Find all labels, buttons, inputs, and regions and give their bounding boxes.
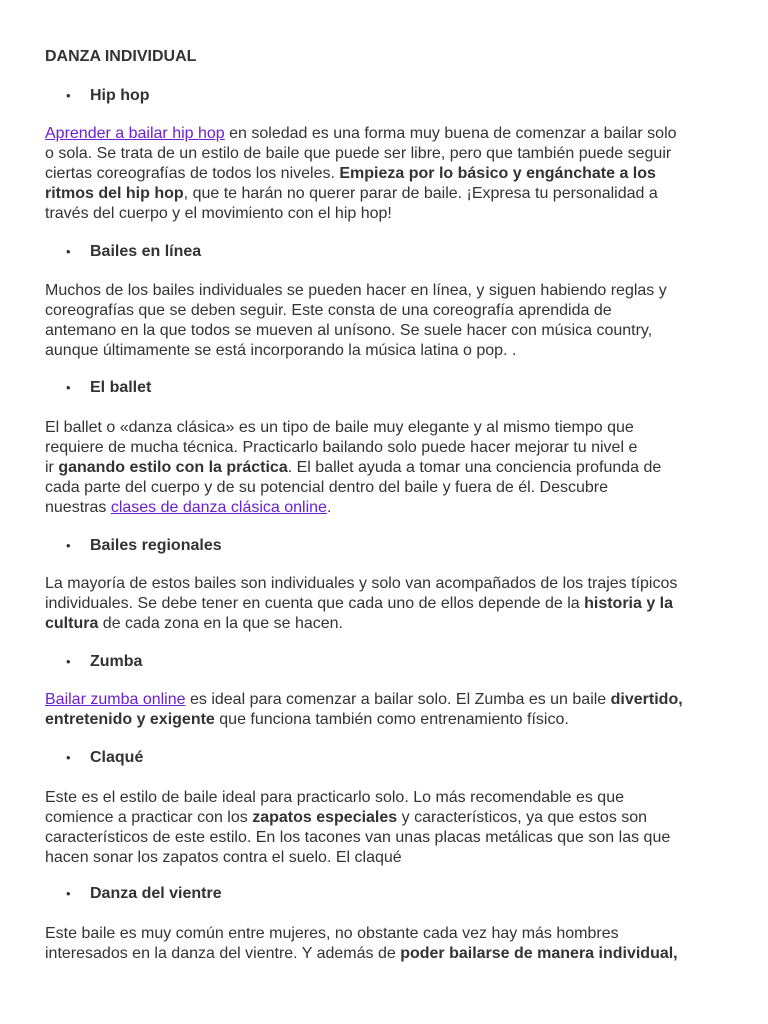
paragraph-line <box>45 944 735 964</box>
bold-text: historia y la <box>584 595 674 612</box>
text-run: o sola. Se trata de un estilo de baile que puede ser libre, pero que también puede seguir <box>45 145 672 162</box>
paragraph-line <box>45 498 735 518</box>
paragraph-claque <box>45 788 735 868</box>
text-run: y característicos, ya que estos son <box>397 809 648 826</box>
paragraph-line <box>45 124 735 144</box>
paragraph-line <box>45 321 735 341</box>
page-title: DANZA INDIVIDUAL <box>45 48 197 65</box>
paragraph-line <box>45 164 735 184</box>
text-run: cada parte del cuerpo y de su potencial dentro del baile y fuera de él. Descubre <box>45 479 609 496</box>
section-heading-text: Hip hop <box>90 87 150 104</box>
text-run: ciertas coreografías de todos los niveles. <box>45 165 340 182</box>
paragraph-line <box>45 301 735 321</box>
bold-text: ritmos del hip hop <box>45 185 184 202</box>
bullet-icon: • <box>66 88 71 103</box>
text-run: individuales. Se debe tener en cuenta que cada uno de ellos depende de la <box>45 595 585 612</box>
paragraph-line <box>45 184 735 204</box>
text-run: Este es el estilo de baile ideal para practicarlo solo. Lo más recomendable es que <box>45 789 624 806</box>
text-run: nuestras <box>45 499 111 516</box>
text-run: . El ballet ayuda a tomar una conciencia profunda de <box>287 459 662 476</box>
bold-text: divertido, <box>610 691 683 708</box>
text-run: antemano en la que todos se mueven al unísono. Se suele hacer con música country, <box>45 322 653 339</box>
bold-text: cultura <box>45 615 99 632</box>
bullet-icon: • <box>66 380 71 395</box>
text-run: ir <box>45 459 59 476</box>
text-run: de cada zona en la que se hacen. <box>98 615 343 632</box>
text-run: aunque últimamente se está incorporando la música latina o pop. . <box>45 342 517 359</box>
text-run: , que te harán no querer parar de baile. ¡Expresa tu personalidad a <box>183 185 658 202</box>
link-bailar-zumba-online[interactable]: Bailar zumba online <box>45 691 186 708</box>
bold-text: poder bailarse de manera individual, <box>400 945 678 962</box>
bullet-icon: • <box>66 538 71 553</box>
paragraph-line <box>45 204 735 224</box>
text-run: través del cuerpo y el movimiento con el hip hop! <box>45 205 392 222</box>
text-run: que funciona también como entrenamiento físico. <box>214 711 569 728</box>
bullet-icon: • <box>66 750 71 765</box>
paragraph-line <box>45 848 735 868</box>
paragraph-el-ballet <box>45 418 735 518</box>
text-run: La mayoría de estos bailes son individuales y solo van acompañados de los trajes típicos <box>45 575 678 592</box>
paragraph-line <box>45 574 735 594</box>
paragraph-line <box>45 341 735 361</box>
text-run: . <box>326 499 332 516</box>
text-run: interesados en la danza del vientre. Y además de <box>45 945 401 962</box>
bullet-icon: • <box>66 654 71 669</box>
text-run: comience a practicar con los <box>45 809 253 826</box>
paragraph-line <box>45 458 735 478</box>
paragraph-line <box>45 828 735 848</box>
paragraph-danza-del-vientre <box>45 924 735 964</box>
paragraph-line <box>45 710 735 730</box>
paragraph-line <box>45 614 735 634</box>
paragraph-bailes-regionales <box>45 574 735 634</box>
text-run: El ballet o «danza clásica» es un tipo de baile muy elegante y al mismo tiempo que <box>45 419 634 436</box>
paragraph-hip-hop <box>45 124 735 224</box>
text-run: en soledad es una forma muy buena de comenzar a bailar solo <box>224 125 677 142</box>
text-run: característicos de este estilo. En los tacones van unas placas metálicas que son las que <box>45 829 671 846</box>
text-run: requiere de mucha técnica. Practicarlo bailando solo puede hacer mejorar tu nivel e <box>45 439 638 456</box>
section-heading-text: Zumba <box>90 653 143 670</box>
bullet-icon: • <box>66 244 71 259</box>
paragraph-line <box>45 808 735 828</box>
bold-text: ganando estilo con la práctica <box>58 459 288 476</box>
paragraph-line <box>45 144 735 164</box>
paragraph-bailes-en-linea <box>45 281 735 361</box>
paragraph-line <box>45 788 735 808</box>
text-run: hacen sonar los zapatos contra el suelo. El claqué <box>45 849 402 866</box>
paragraph-line <box>45 281 735 301</box>
bold-text: zapatos especiales <box>252 809 398 826</box>
link-clases-de-danza-clasica-online[interactable]: clases de danza clásica online <box>110 499 327 516</box>
bold-text: Empieza por lo básico y engánchate a los <box>339 165 656 182</box>
bold-text: entretenido y exigente <box>45 711 215 728</box>
paragraph-line <box>45 924 735 944</box>
section-heading-text: Claqué <box>90 749 144 766</box>
link-aprender-a-bailar-hip-hop[interactable]: Aprender a bailar hip hop <box>45 125 225 142</box>
section-heading-text: Bailes en línea <box>90 243 202 260</box>
bullet-icon: • <box>66 886 71 901</box>
section-heading-text: El ballet <box>90 379 152 396</box>
section-heading-text: Bailes regionales <box>90 537 222 554</box>
paragraph-zumba <box>45 690 735 730</box>
text-run: es ideal para comenzar a bailar solo. El Zumba es un baile <box>185 691 611 708</box>
paragraph-line <box>45 438 735 458</box>
text-run: coreografías que se deben seguir. Este consta de una coreografía aprendida de <box>45 302 612 319</box>
paragraph-line <box>45 690 735 710</box>
text-run: Este baile es muy común entre mujeres, no obstante cada vez hay más hombres <box>45 925 619 942</box>
text-run: Muchos de los bailes individuales se pueden hacer en línea, y siguen habiendo reglas y <box>45 282 667 299</box>
paragraph-line <box>45 418 735 438</box>
paragraph-line <box>45 594 735 614</box>
section-heading-text: Danza del vientre <box>90 885 222 902</box>
paragraph-line <box>45 478 735 498</box>
